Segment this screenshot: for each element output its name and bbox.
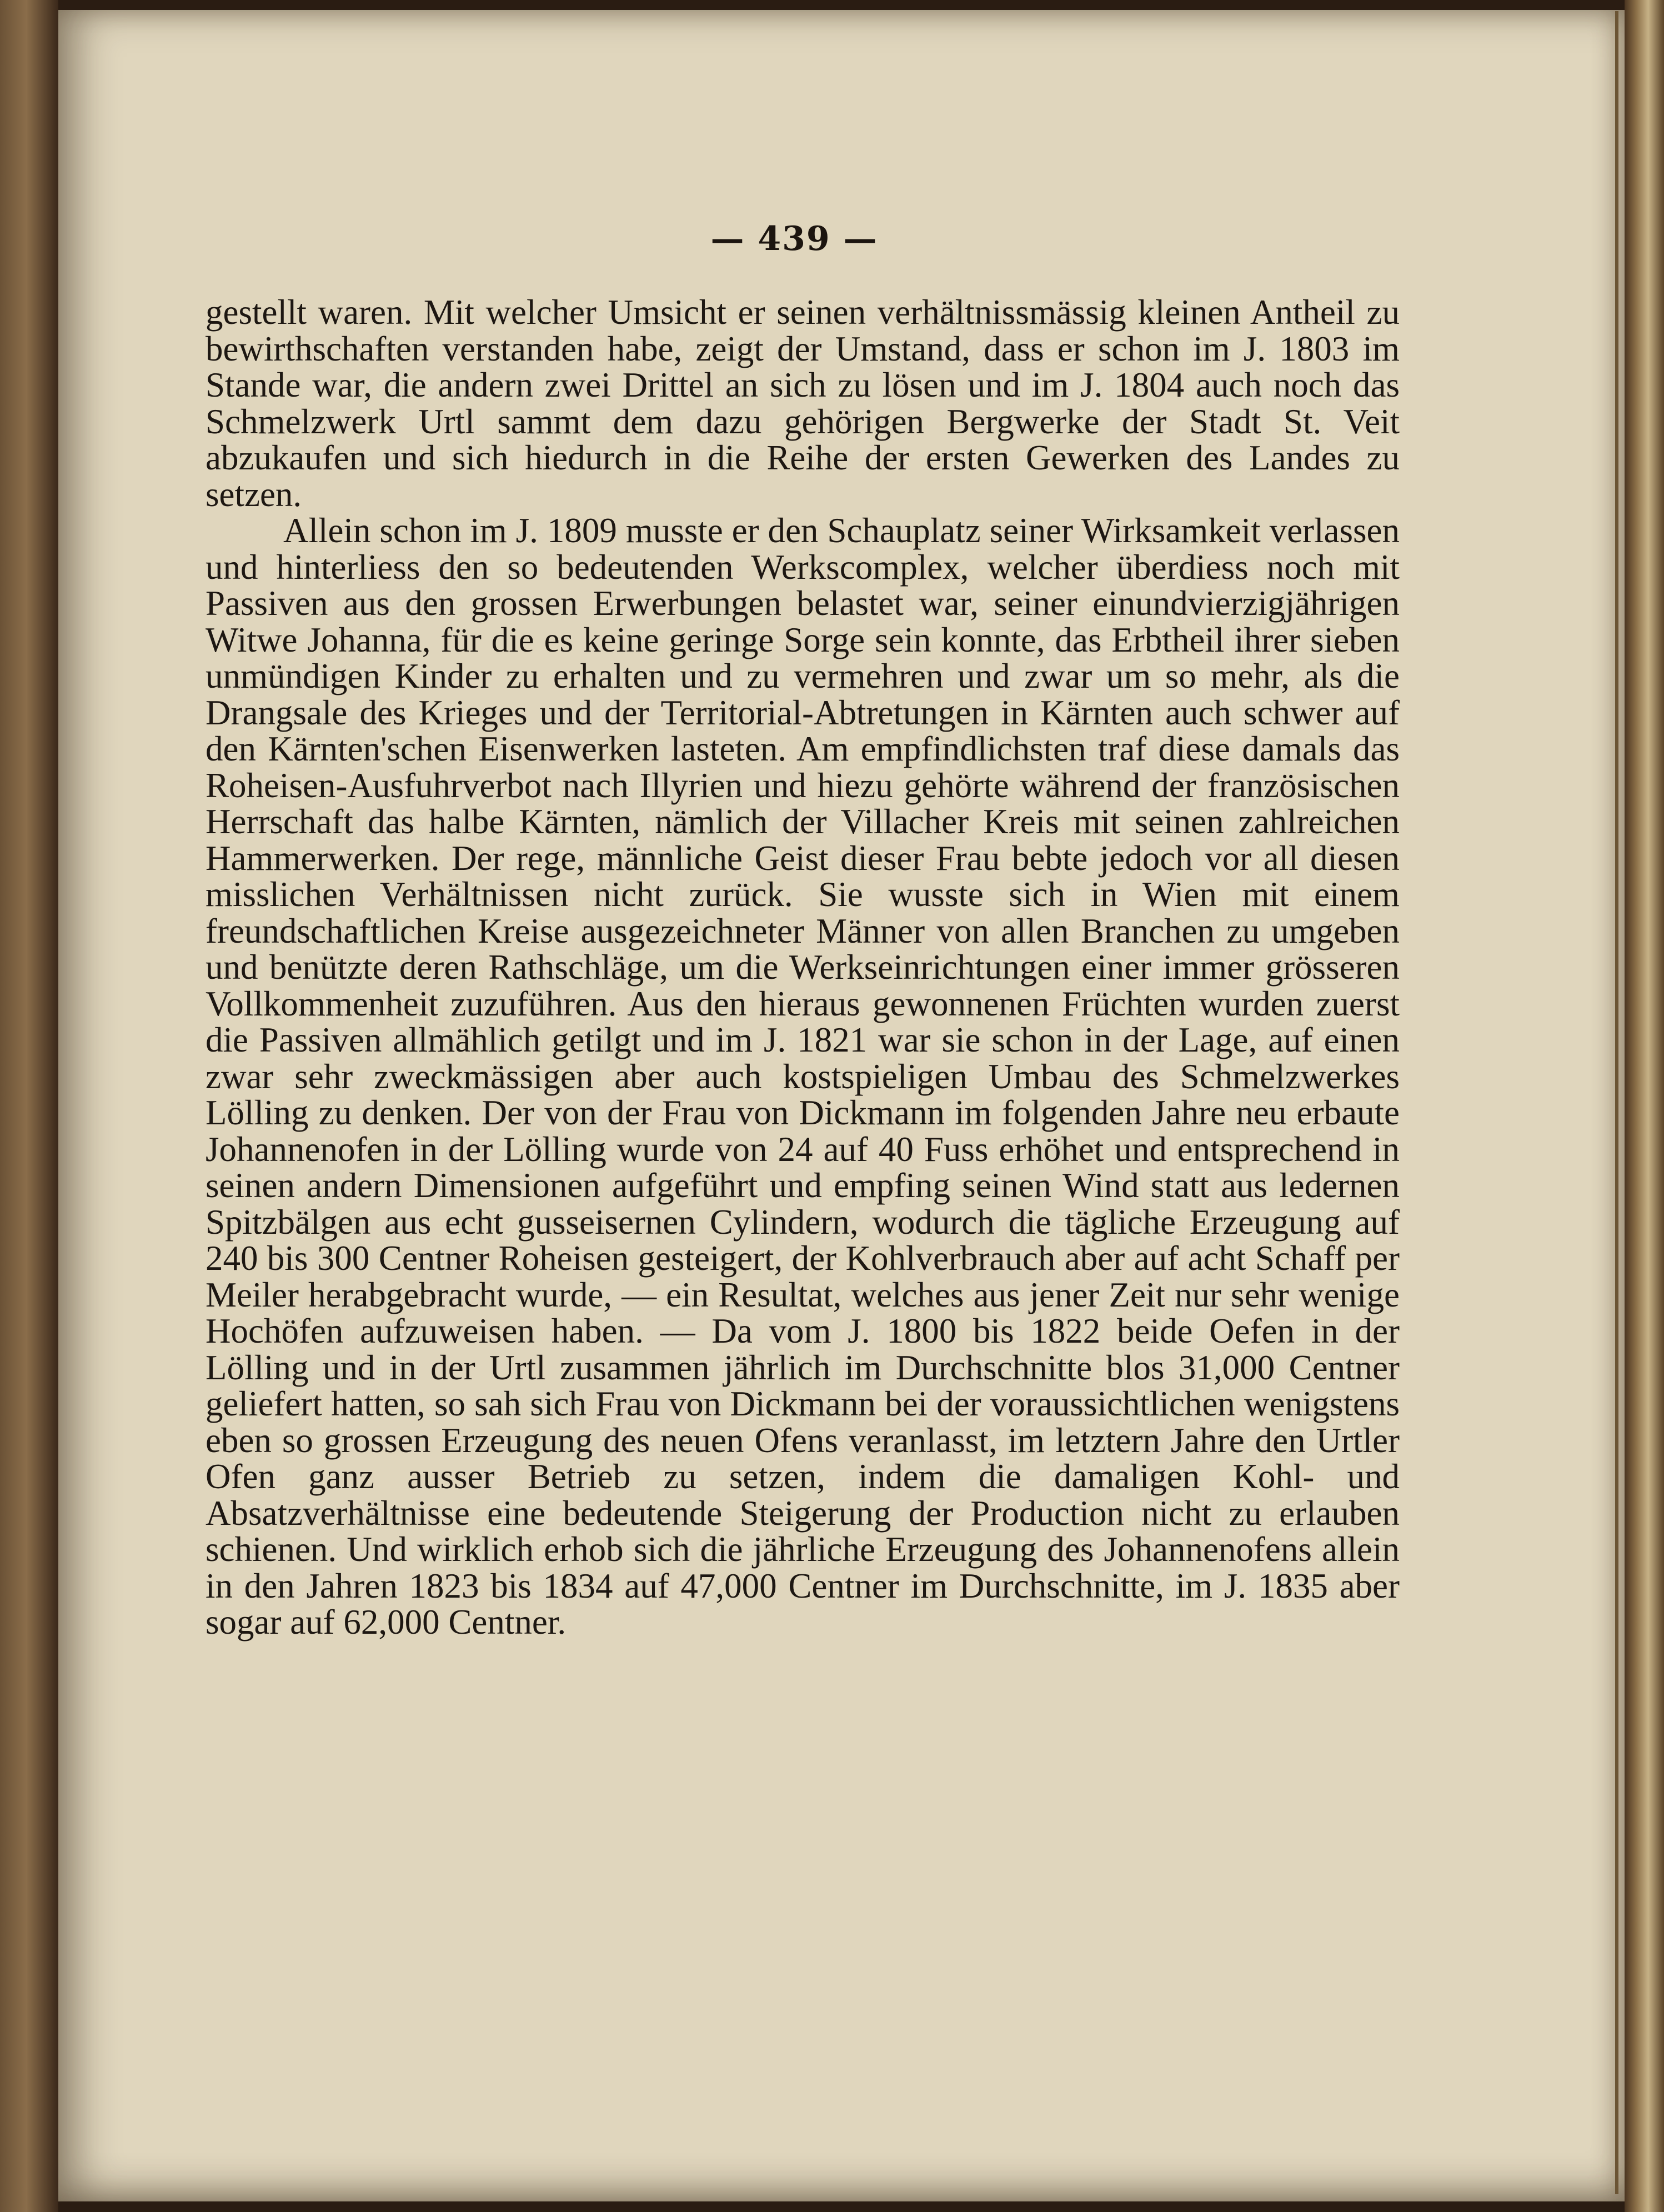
page-number: — 439 — (710, 219, 878, 258)
left-binding-edge (0, 0, 58, 2212)
body-text (206, 294, 1400, 1641)
right-page-edge-line (1615, 11, 1618, 2194)
right-binding-edge (1625, 0, 1664, 2212)
paragraph-2: Allein schon im J. 1809 musste er den Schauplatz seiner Wirksamkeit verlassen und hinterliess den so bedeutenden Werkscomplex, welcher überdiess noch mit Passiven aus den grossen Erwerbungen belastet war, seiner einundvierzigjährigen Witwe Johanna, für die es keine geringe Sorge sein konnte, das Erbtheil ihrer sieben unmündigen Kinder zu erhalten und zu vermehren und zwar um so mehr, als die Drangsale des Krieges und der Territorial-Abtretungen in Kärnten auch schwer auf den Kärnten'schen Eisenwerken lasteten. Am empfindlichsten traf diese damals das Roheisen-Ausfuhrverbot nach Illyrien und hiezu gehörte während der französischen Herrschaft das halbe Kärnten, nämlich der Villacher Kreis mit seinen zahlreichen Hammerwerken. Der rege, männliche Geist dieser Frau bebte jedoch vor all diesen misslichen Verhältnissen nicht zurück. Sie wusste sich in Wien mit einem freundschaftlichen Kreise ausgezeichneter Männer von allen Branchen zu umgeben und benützte deren Rathschläge, um die Werkseinrichtungen einer immer grösseren Vollkommenheit zuzuführen. Aus den hieraus gewonnenen Früchten wurden zuerst die Passiven allmählich getilgt und im J. 1821 war sie schon in der Lage, auf einen zwar sehr zweckmässigen aber auch kostspieligen Umbau des Schmelzwerkes Lölling zu denken. Der von der Frau von Dickmann im folgenden Jahre neu erbaute Johannenofen in der Lölling wurde von 24 auf 40 Fuss erhöhet und entsprechend in seinen andern Dimensionen aufgeführt und empfing seinen Wind statt aus ledernen Spitzbälgen aus echt gusseisernen Cylindern, wodurch die tägliche Erzeugung auf 240 bis 300 Centner Roheisen gesteigert, der Kohlverbrauch aber auf acht Schaff per Meiler herabgebracht wurde, — ein Resultat, welches aus jener Zeit nur sehr wenige Hochöfen aufzuweisen haben. — Da vom J. 1800 bis 1822 beide Oefen in der Lölling und in der Urtl zusammen jährlich im Durchschnitte blos 31,000 Centner geliefert hatten, so sah sich Frau von Dickmann bei der voraussichtlichen wenigstens eben so grossen Erzeugung des neuen Ofens veranlasst, im letztern Jahre den Urtler Ofen ganz ausser Betrieb zu setzen, indem die damaligen Kohl- und Absatzverhältnisse eine bedeutende Steigerung der Production nicht zu erlauben schienen. Und wirklich erhob sich die jährliche Erzeugung des Johannenofens allein in den Jahren 1823 bis 1834 auf 47,000 Centner im Durchschnitte, im J. 1835 aber sogar auf 62,000 Centner. (206, 511, 1400, 1642)
paragraph-1: gestellt waren. Mit welcher Umsicht er seinen verhältnissmässig kleinen Antheil zu bewirthschaften verstanden habe, zeigt der Umstand, dass er schon im J. 1803 im Stande war, die andern zwei Drittel an sich zu lösen und im J. 1804 auch noch das Schmelzwerk Urtl sammt dem dazu gehörigen Bergwerke der Stadt St. Veit abzukaufen und sich hiedurch in die Reihe der ersten Gewerken des Landes zu setzen. (206, 293, 1400, 514)
